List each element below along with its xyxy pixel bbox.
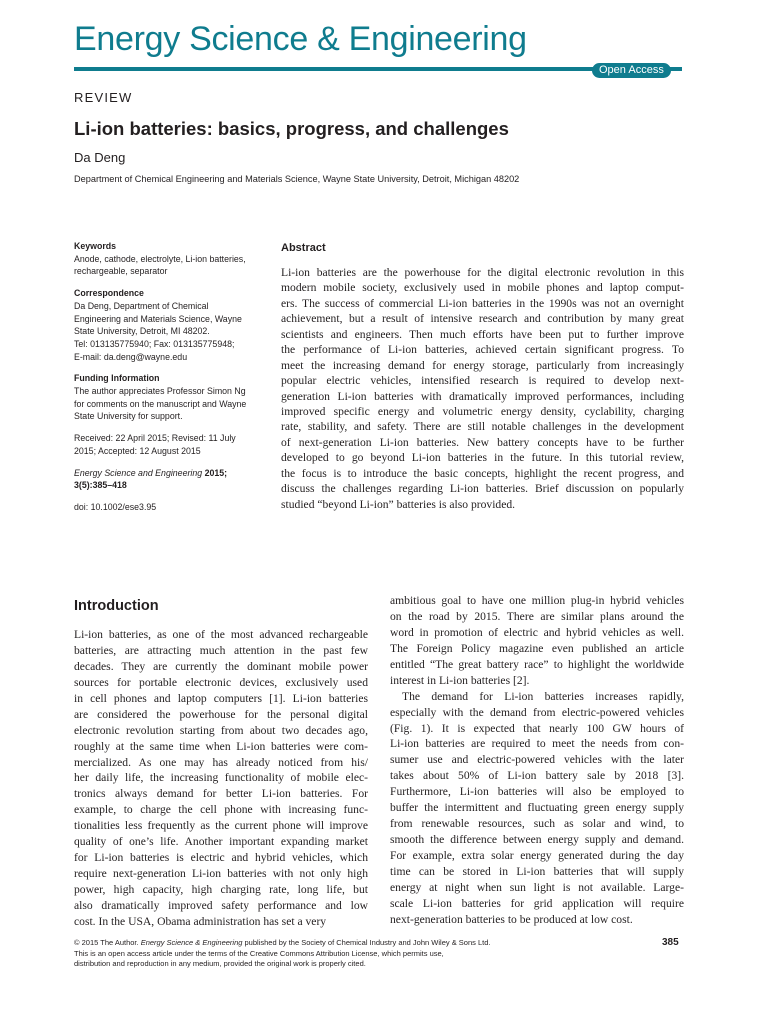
keywords-block — [74, 240, 264, 278]
keywords-line: Anode, cathode, electrolyte, Li-ion batteries, — [74, 253, 246, 264]
license-line: This is an open access article under the terms of the Creative Commons Attribution License, which permits use, — [74, 948, 444, 958]
text-line: sumer use and electric-powered vehicles with the later — [390, 753, 684, 767]
text-line: Li-ion batteries are required to meet the needs from con- — [390, 737, 684, 751]
correspondence-line: Da Deng, Department of Chemical — [74, 300, 209, 311]
funding-heading: Funding Information — [74, 373, 160, 384]
text-line: power, high capacity, high charging rate, long life, but — [74, 883, 368, 896]
text-line: on the road by 2015. There are similar plans around the — [390, 609, 684, 623]
text-line: The demand for Li-ion batteries increases rapidly, — [402, 689, 684, 703]
dates-line: 2015; Accepted: 12 August 2015 — [74, 445, 201, 456]
text-line: ers. The success of commercial Li-ion batteries in the 1990s was not an overnight — [281, 296, 684, 310]
text-line: word in promotion of electric and hybrid vehicles as well. — [390, 625, 684, 639]
correspondence-line: Engineering and Materials Science, Wayne — [74, 313, 242, 324]
text-line: buffer the intermittent and fluctuating green energy supply — [390, 801, 684, 815]
text-line: for Li-ion batteries is electric and hybrid vehicles, which — [74, 851, 368, 865]
text-line: of next-generation Li-ion batteries. New battery concepts have to be further — [281, 435, 684, 449]
text-line: The Foreign Policy magazine even published an article — [390, 641, 684, 655]
text-line: are considered the powerhouse for the personal digital — [74, 707, 368, 721]
text-line: popular electric vehicles, intensified research is required to develop next- — [281, 374, 684, 388]
text-line: (Fig. 1). It is expected that nearly 100 GW hours of — [390, 721, 684, 735]
funding-block — [74, 372, 264, 423]
text-line: require next-generation Li-ion batteries with not only high — [74, 867, 368, 881]
text-line: electronic revolution starting from about two decades ago, — [74, 723, 368, 737]
dates-block — [74, 432, 264, 457]
text-line: meet the increasing demand for energy storage, particularly from increasingly — [281, 358, 684, 372]
text-line: For example, extra solar energy generated during the day — [390, 849, 684, 862]
intro-left-column — [74, 627, 368, 930]
text-line: tionalities less frequently as the current phone will improve — [74, 819, 368, 833]
text-line: achievement, but a result of intensive research and contribution by many great — [281, 312, 684, 326]
text-line: discuss the challenges regarding Li-ion batteries. Brief discussion on popularly — [281, 482, 684, 496]
text-line: takes about 50% of Li-ion battery sale by 2018 [3]. — [390, 769, 684, 783]
text-line: modern mobile society, exclusively used in mobile phones and laptop comput- — [281, 281, 684, 295]
introduction-heading: Introduction — [74, 598, 159, 614]
license-line: distribution and reproduction in any medium, provided the original work is properly cited. — [74, 959, 366, 968]
copyright-line — [74, 938, 534, 949]
text-line: Li-ion batteries, as one of the most advanced rechargeable — [74, 628, 368, 641]
text-line: time can be stored in Li-ion batteries that will supply — [390, 864, 684, 878]
text-line: the focus is to introduce the basic concepts, highlight the recent progress, and — [281, 466, 684, 480]
abstract-heading: Abstract — [281, 242, 326, 254]
text-line: next-generation batteries to be produced at low cost. — [390, 912, 633, 926]
citation-line — [74, 467, 264, 480]
copyright-prefix: © 2015 The Author. — [74, 938, 141, 947]
text-line: her daily life, the increasing functionality of mobile elec- — [74, 771, 368, 785]
text-line: in cell phones and laptop computers [1]. Li-ion batteries — [74, 691, 368, 705]
citation-block — [74, 467, 264, 492]
correspondence-line: State University, Detroit, MI 48202. — [74, 326, 210, 337]
text-line: interest in Li-ion batteries [2]. — [390, 673, 530, 687]
copyright-suffix: published by the Society of Chemical Industry and John Wiley & Sons Ltd. — [242, 938, 491, 947]
keywords-line: rechargeable, separator — [74, 266, 168, 277]
text-line: entitled “The great battery race” to highlight the worldwide — [390, 657, 684, 671]
open-access-badge: Open Access — [592, 63, 671, 78]
correspondence-email[interactable]: E-mail: da.deng@wayne.edu — [74, 351, 188, 362]
dates-line: Received: 22 April 2015; Revised: 11 July — [74, 433, 236, 444]
text-line: the performance of Li-ion batteries, achieved certain significant progress. To — [281, 343, 684, 357]
section-label: REVIEW — [74, 90, 133, 105]
text-line: cost. In the USA, Obama administration has set a very — [74, 914, 327, 928]
journal-title: Energy Science & Engineering — [74, 20, 527, 58]
citation-year: 2015; — [202, 467, 228, 478]
funding-line: The author appreciates Professor Simon Ng — [74, 386, 246, 397]
text-line: energy at night when sun light is not available. Large- — [390, 880, 684, 894]
header-rule — [74, 67, 682, 71]
text-line: Li-ion batteries are the powerhouse for the digital electronic revolution in this — [281, 266, 684, 279]
text-line: mercialized. As one may has already noticed from his/ — [74, 755, 368, 769]
text-line: generation Li-ion batteries with dramatically improved performances, including — [281, 389, 684, 403]
text-line: especially with the demand from electric-powered vehicles — [390, 705, 684, 719]
intro-right-column — [390, 593, 684, 928]
text-line: decades. They are currently the dominant mobile power — [74, 659, 368, 673]
funding-line: for comments on the manuscript and Wayne — [74, 398, 247, 409]
text-line: scale Li-ion batteries for grid application will require — [390, 896, 684, 910]
text-line: from renewable resources, such as solar and wind, to — [390, 817, 684, 831]
correspondence-heading: Correspondence — [74, 288, 144, 299]
page-number: 385 — [662, 937, 679, 948]
correspondence-line: Tel: 013135775940; Fax: 013135775948; — [74, 338, 235, 349]
article-title: Li-ion batteries: basics, progress, and challenges — [74, 118, 509, 139]
page-footer — [74, 938, 534, 970]
citation-volume: 3(5):385–418 — [74, 480, 127, 491]
text-line: smooth the difference between energy supply and demand. — [390, 833, 684, 847]
text-line: rate, stability, and safety. There are still notable challenges in the development — [281, 420, 684, 434]
author-name: Da Deng — [74, 150, 126, 165]
text-line: also dramatically improved safety performance and low — [74, 898, 368, 912]
author-affiliation: Department of Chemical Engineering and Materials Science, Wayne State University, Detroit, Michigan 48202 — [74, 174, 520, 184]
text-line: scientists and engineers. Then much efforts have been put to further improve — [281, 327, 684, 341]
text-line: batteries, are attracting much attention in the past few — [74, 643, 368, 657]
text-line: ambitious goal to have one million plug-in hybrid vehicles — [390, 594, 684, 607]
citation-journal: Energy Science and Engineering — [74, 467, 203, 478]
text-line: example, to charge the cell phone with increasing func- — [74, 803, 368, 817]
text-line: improved specific energy and volumetric energy density, cyclability, charging — [281, 404, 684, 418]
text-line: quality of one’s life. Another important expanding market — [74, 835, 368, 849]
article-info-sidebar — [74, 240, 264, 523]
text-line: sources for portable electronic devices, exclusively used — [74, 675, 368, 689]
keywords-heading: Keywords — [74, 241, 117, 251]
funding-line: State University for support. — [74, 411, 183, 422]
text-line: Furthermore, Li-ion batteries will also be employed to — [390, 785, 684, 799]
text-line: developed to go beyond Li-ion batteries in the future. In this tutorial review, — [281, 451, 684, 465]
text-line: studied “beyond Li-ion” batteries is also provided. — [281, 497, 516, 511]
copyright-journal: Energy Science & Engineering — [140, 938, 243, 947]
abstract-text — [281, 265, 684, 512]
doi-block — [74, 501, 264, 514]
text-line: roughly at the same time when Li-ion batteries were com- — [74, 739, 368, 753]
doi[interactable]: doi: 10.1002/ese3.95 — [74, 501, 157, 512]
correspondence-block — [74, 287, 264, 363]
text-line: tronics always demand for better Li-ion batteries. For — [74, 787, 368, 801]
